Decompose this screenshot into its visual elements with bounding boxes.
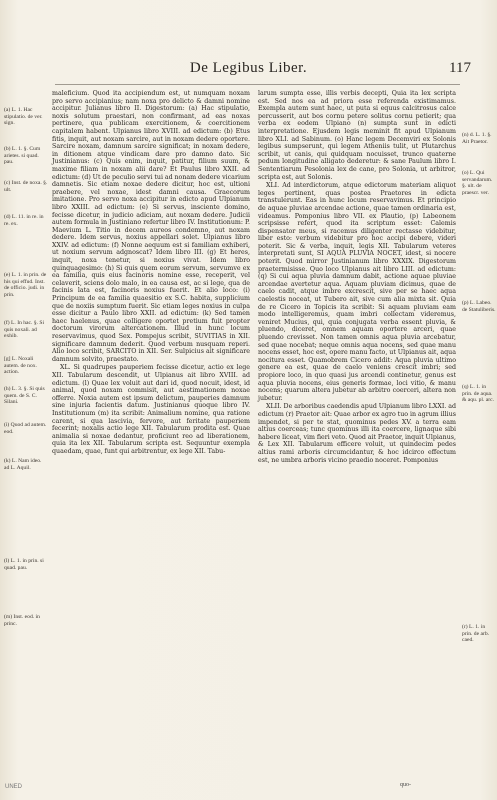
margin-note: (r) L. 1. in prin. de arb. caed. xyxy=(462,624,490,644)
paragraph: XLII. De arboribus caedendis apud Ulpianum libro LXXI. ad edictum (r) Praetor ait: Quae arbor ex agro tuo in agrum illius impendet, si per te stat, quominus pedes XV. a terra eam altius coerceas; tunc quominus illi ita coercere, lignaque sibi habere liceat, vim fieri veto. Quod ait Praetor, inquit Ulpianus, & Lex XII. Tabularum efficere voluit, ut quindecim pedes altius rami arboris circumcidantur, & hoc idcirco effectum est, ne umbra arboris vicino praedio noceret. Pomponius xyxy=(258,403,456,464)
margin-note: (o) L. Qui servandarum. §. ult. de praescr. ver. xyxy=(462,170,493,196)
watermark-text: UNED xyxy=(5,784,23,790)
left-column xyxy=(52,90,250,457)
paragraph: larum sumpta esse, illis verbis decepti, Quia ita lex scripta est. Sed nos ea ad priora esse referenda existimamus. Exempla autem sunt haec, ut puta si equus calcitrosus calce percusserit, aut bos cornu petere solitus cornu petierit; qua verba ex eodem Ulpiano (n) sumpta sunt in edicti interpretatione. Ejusdem legis meminit fit apud Ulpianum libro XLI. ad Sabinum. (o) Hanc legem Decemviri ex Solonis legibus sumpserunt, qui legem Atheniis tulit, ut Plutarchus scribit, ut canis, qui quidquam nocuisset, trunco quaterne pedum longitudine alligato dederetur: & sane Paulum libro I. Sententiarum Pesolonia lex de cane, pro Solonia, ut arbitror, scripta est, aut Solonis. xyxy=(258,90,456,181)
margin-note: (l) L. 1. in prin. si quad. pau. xyxy=(4,558,44,571)
margin-note: (c) Inst. de noxa. §. ult. xyxy=(4,180,48,193)
margin-note: (n) d. L. 1. §. Ait Praetor. xyxy=(462,132,492,145)
paragraph: XL. Si quadrupes pauperiem fecisse dicetur, actio ex lege XII. Tabularum descendit, ut Ulpianus ait libro XVIII. ad edictum. (l) Quae lex voluit aut dari id, quod nocuit, idest, id animal, quod noxam commisit, aut aestimationem noxae offerre. Noxia autem est ipsum delictum, pauperies damnum sine injuria facientis datum. Justinianus quoque libro IV. Institutionum (m) ita scribit: Animalium nomine, qua ratione carent, si qua lascivia, fervore, aut feritate pauperiem fecerint; noxalis actio lege XII. Tabularum prodita est. Quae animalia si noxae dedantur, proficiunt reo ad liberationem, quia ita lex XII. Tabularum scripta est. Sequuntur exempla quaedam, quae, funt qui arbitrentur, ex lege XII. Tabu- xyxy=(52,364,250,455)
margin-note: (k) L. Nam ideo. ad L. Aquil. xyxy=(4,458,42,471)
margin-note: (p) L. Labeo. de Statuliberis. xyxy=(462,300,496,313)
margin-note: (m) Inst. eod. in princ. xyxy=(4,614,40,627)
paragraph: maleficium. Quod ita accipiendum est, ut numquam noxam pro servo accipianius; nam noxa pro delicto & damni nomine accipitur. Julianus libro II. Digestorum: (a) Hac stipulatio, noxis solutum praestari, non confirmant, ad eas noxas pertinere, qua publicam exercitionem, & coercitionem capitalem habent. Ulpianus libro XVIII. ad edictum: (b) Etus fitis, inquit, aut noxam sarcire, aut in noxam dedere oportere. Sarcire noxam, damnum sarcire significat; in noxam dedere, in ditionem atque vindicam dare pro damno dato. Sic Justinianus: (c) Quis enim, inquit, patitur, filium suum, & maxime filiam in noxam alii dare? Et Paulus libro XXII. ad edictum: (d) Ut de peculio servi tui ad nonam dedere vicarium damnetis. Sic etiam noxae dedere dicitur, hoc est, ultioni praebere, vel noxae, idest damni causa. Graecorum imitatione. Pro servo noxa accipitur in edicto apud Ulpianum libro XXIII. ad edictum: (e) Si servus, insciente domino, fecisse dicetur, in judicio adiciam, aut noxam dedere. Judicii autem formula in Justiniano refertur libro IV. Institutionum: P. Maevium L. Titio in decem aureos condemno, aut noxam dedere. Idem servus, noxius appellari solet. Ulpianus libro XXIV. ad edictum: (f) Nonne aequum est si familiam exhiberi, ut noxium servum adgnoscat? Idem libro III. (g) Et heres, inquit, noxa tenetur, si noxius vivat. Idem libro quinquagesimo: (h) Si quis quem eorum servum, servumve ex ea familia, quis eius facinoris nomine esse, receperit, vel celaverit, sciens dolo malo, in ea causa est, ac si lege, qua de facinis lata est, facinoris noxius fuerit. Et alio loco: (i) Principum de ea familia quaesitio ex S.C. habita, supplicium que de noxiis sumptum fuerit. Sic etiam leges noxius in culpa esse dicitur a Paulo libro XXII. ad edictum: (k) Sed tamen haec haelenus, quae colligere oportet pretium fuit propter doctorum virorum altercationem. Illud in hunc locum reservavimus, quod Sex. Pompejus scribit, SUVITIAS in XII. significare damnum dederit. Quod verbum nusquam reperi. Alio loco scribit, SARCITO in XII. Ser. Sulpicius ait significare damnum solvito, praestato. xyxy=(52,90,250,363)
margin-note: (f) L. In hac. §. Si quis noxali. ad exhib. xyxy=(4,320,45,340)
header-rule xyxy=(55,84,460,85)
margin-note: [g] L. Noxali autem. de nox. action. xyxy=(4,356,37,376)
margin-note: (b) L. 1. §. Cum arietes. si quad. pau. xyxy=(4,146,41,166)
page-title: De Legibus Liber. xyxy=(189,60,308,76)
paragraph: XLI. Ad interdictorum, atque edictorum materiam aliquot leges pertinent, quas postea Praetores in edicta transtulerunt. Eas in hunc locum reservavimus. Et principio de aquae pluviae arcendae actione, quae tamen ordinaria est, videamus. Pomponius libro VII. ex Plautio, (p) Labeonem scripsisse refert, quod ita scriptum esset: Calemis dispensator meus, si racemus diligenter rectasse videbitur, liber esto: verbum videbitur pro hoc accipi debere, videri poterit. Sic & verba, inquit, legis XII. Tabularum veteres interpretati sunt, SI AQUA PLUVIA NOCET, idest, si nocere poterit. Quod mirror Justinianum libro XXXIX. Digestorum praetermisisse. Quo loco Ulpianus ait libro LIII. ad edictum: (q) Si cui aqua pluvia damnum dabit, actione aquae pluviae arcendae avertetur aqua. Aquam pluviam dicimus, quae de caelo cadit, atque imbre excrescit, sive per se haec aqua caelestis noceat, ut Tubero ait, sive cum alia mixta sit. Quia de re Cicero in Topicis ita scribit: Si aquam pluviam eam modo intelligeremus, quam imbri collectam videremus, veniret Mucius, qui, quia conjugata verba essent pluvia, & pluendo, diceret, omnem aquam oportere arceri, quae pluendo crevisset. Non tamen omnis aqua pluvia arcebatur, sed quae nocebat; neque omnis aqua nocens, sed quae manu nocens esset, hoc est, opere manu facto, ut Ulpianus ait, aqua nocitura esset. Quamobrem Cicero addit: Aqua pluvia ultimo genere ea est, quae de caelo veniens crescit imbri; sed propiore loco, in quo quasi jus arcendi continetur, genus est aqua pluvia nocens, eius generis formae, loci vitio, & manu nocens; quarum altera jubetur ab arbitro coerceri, altera non jubetur. xyxy=(258,182,456,402)
right-column xyxy=(258,90,456,465)
margin-note: (q) L. 1. in prin. de aqua. & aqu. pl. arc. xyxy=(462,384,494,404)
margin-note: (e) L. 1. in prin. de his qui effud. Inst. de officio. judi. in prin. xyxy=(4,272,47,298)
margin-note: (a) L. 1. Hac stipulatio. de ver. sign. xyxy=(4,107,43,127)
margin-note: (d) L. 11. in re. in re. ex. xyxy=(4,214,44,227)
margin-note: (h) L. 3. §. Si quis quem. de S. C. Silani. xyxy=(4,386,45,406)
margin-note: (i) Quod ad autem. eod. xyxy=(4,422,47,435)
page-header xyxy=(0,60,497,82)
catchword: quo- xyxy=(400,782,411,788)
page-number: 117 xyxy=(449,60,471,76)
